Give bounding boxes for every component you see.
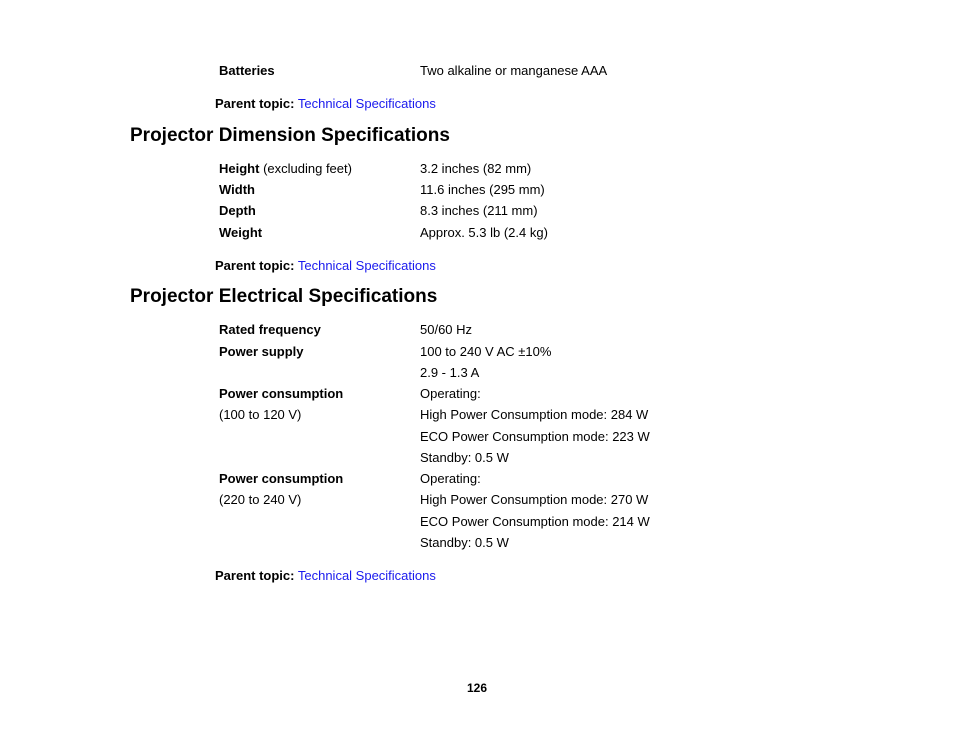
spec-value: 50/60 Hz bbox=[420, 322, 473, 337]
spec-value: High Power Consumption mode: 284 W bbox=[420, 407, 649, 422]
spec-label-bold: Height bbox=[219, 161, 260, 176]
spec-value: ECO Power Consumption mode: 223 W bbox=[420, 429, 650, 444]
technical-specifications-link[interactable]: Technical Specifications bbox=[297, 96, 436, 111]
spec-row-depth bbox=[0, 201, 954, 221]
spec-label: Width bbox=[219, 182, 255, 197]
spec-row-weight bbox=[0, 223, 954, 243]
parent-topic-prefix: Parent topic: bbox=[215, 258, 295, 273]
spec-value: Standby: 0.5 W bbox=[420, 535, 509, 550]
page-number: 126 bbox=[466, 681, 488, 695]
section-title-dimension: Projector Dimension Specifications bbox=[130, 125, 450, 146]
parent-topic-prefix: Parent topic: bbox=[215, 568, 295, 583]
parent-topic bbox=[215, 566, 436, 586]
spec-row-consumption-high bbox=[0, 490, 954, 510]
parent-topic bbox=[215, 94, 436, 114]
spec-label: Power consumption bbox=[219, 471, 344, 486]
spec-row-consumption-low bbox=[0, 427, 954, 447]
parent-topic bbox=[215, 256, 436, 276]
spec-label: Depth bbox=[219, 203, 256, 218]
spec-value: 8.3 inches (211 mm) bbox=[420, 203, 538, 218]
spec-row-width bbox=[0, 180, 954, 200]
section-title-electrical: Projector Electrical Specifications bbox=[130, 286, 438, 307]
spec-label: Batteries bbox=[219, 63, 275, 78]
spec-row-consumption-high bbox=[0, 533, 954, 553]
spec-row-consumption-high bbox=[0, 469, 954, 489]
spec-value: 2.9 - 1.3 A bbox=[420, 365, 480, 380]
spec-row-consumption-low bbox=[0, 405, 954, 425]
spec-row-consumption-low bbox=[0, 448, 954, 468]
parent-topic-prefix: Parent topic: bbox=[215, 96, 295, 111]
spec-sublabel: (100 to 120 V) bbox=[219, 407, 302, 422]
spec-value: 11.6 inches (295 mm) bbox=[420, 182, 545, 197]
spec-row-consumption-high bbox=[0, 512, 954, 532]
spec-value: Approx. 5.3 lb (2.4 kg) bbox=[420, 225, 548, 240]
spec-value: High Power Consumption mode: 270 W bbox=[420, 492, 649, 507]
spec-value: Standby: 0.5 W bbox=[420, 450, 509, 465]
spec-row-batteries bbox=[0, 61, 954, 81]
spec-label: Power consumption bbox=[219, 386, 344, 401]
spec-row-power-supply-current bbox=[0, 363, 954, 383]
spec-label bbox=[219, 159, 352, 179]
spec-label: Weight bbox=[219, 225, 263, 240]
spec-row-power-supply bbox=[0, 342, 954, 362]
technical-specifications-link[interactable]: Technical Specifications bbox=[297, 568, 436, 583]
spec-value: 100 to 240 V AC ±10% bbox=[420, 344, 552, 359]
technical-specifications-link[interactable]: Technical Specifications bbox=[297, 258, 436, 273]
spec-label-suffix: (excluding feet) bbox=[263, 161, 352, 176]
spec-value: ECO Power Consumption mode: 214 W bbox=[420, 514, 650, 529]
spec-row-consumption-low bbox=[0, 384, 954, 404]
spec-value: Two alkaline or manganese AAA bbox=[420, 63, 608, 78]
spec-value: 3.2 inches (82 mm) bbox=[420, 161, 532, 176]
spec-row-height bbox=[0, 159, 954, 179]
spec-value: Operating: bbox=[420, 386, 481, 401]
spec-row-rated-frequency bbox=[0, 320, 954, 340]
spec-sublabel: (220 to 240 V) bbox=[219, 492, 302, 507]
spec-value: Operating: bbox=[420, 471, 481, 486]
spec-label: Rated frequency bbox=[219, 322, 321, 337]
spec-label: Power supply bbox=[219, 344, 304, 359]
